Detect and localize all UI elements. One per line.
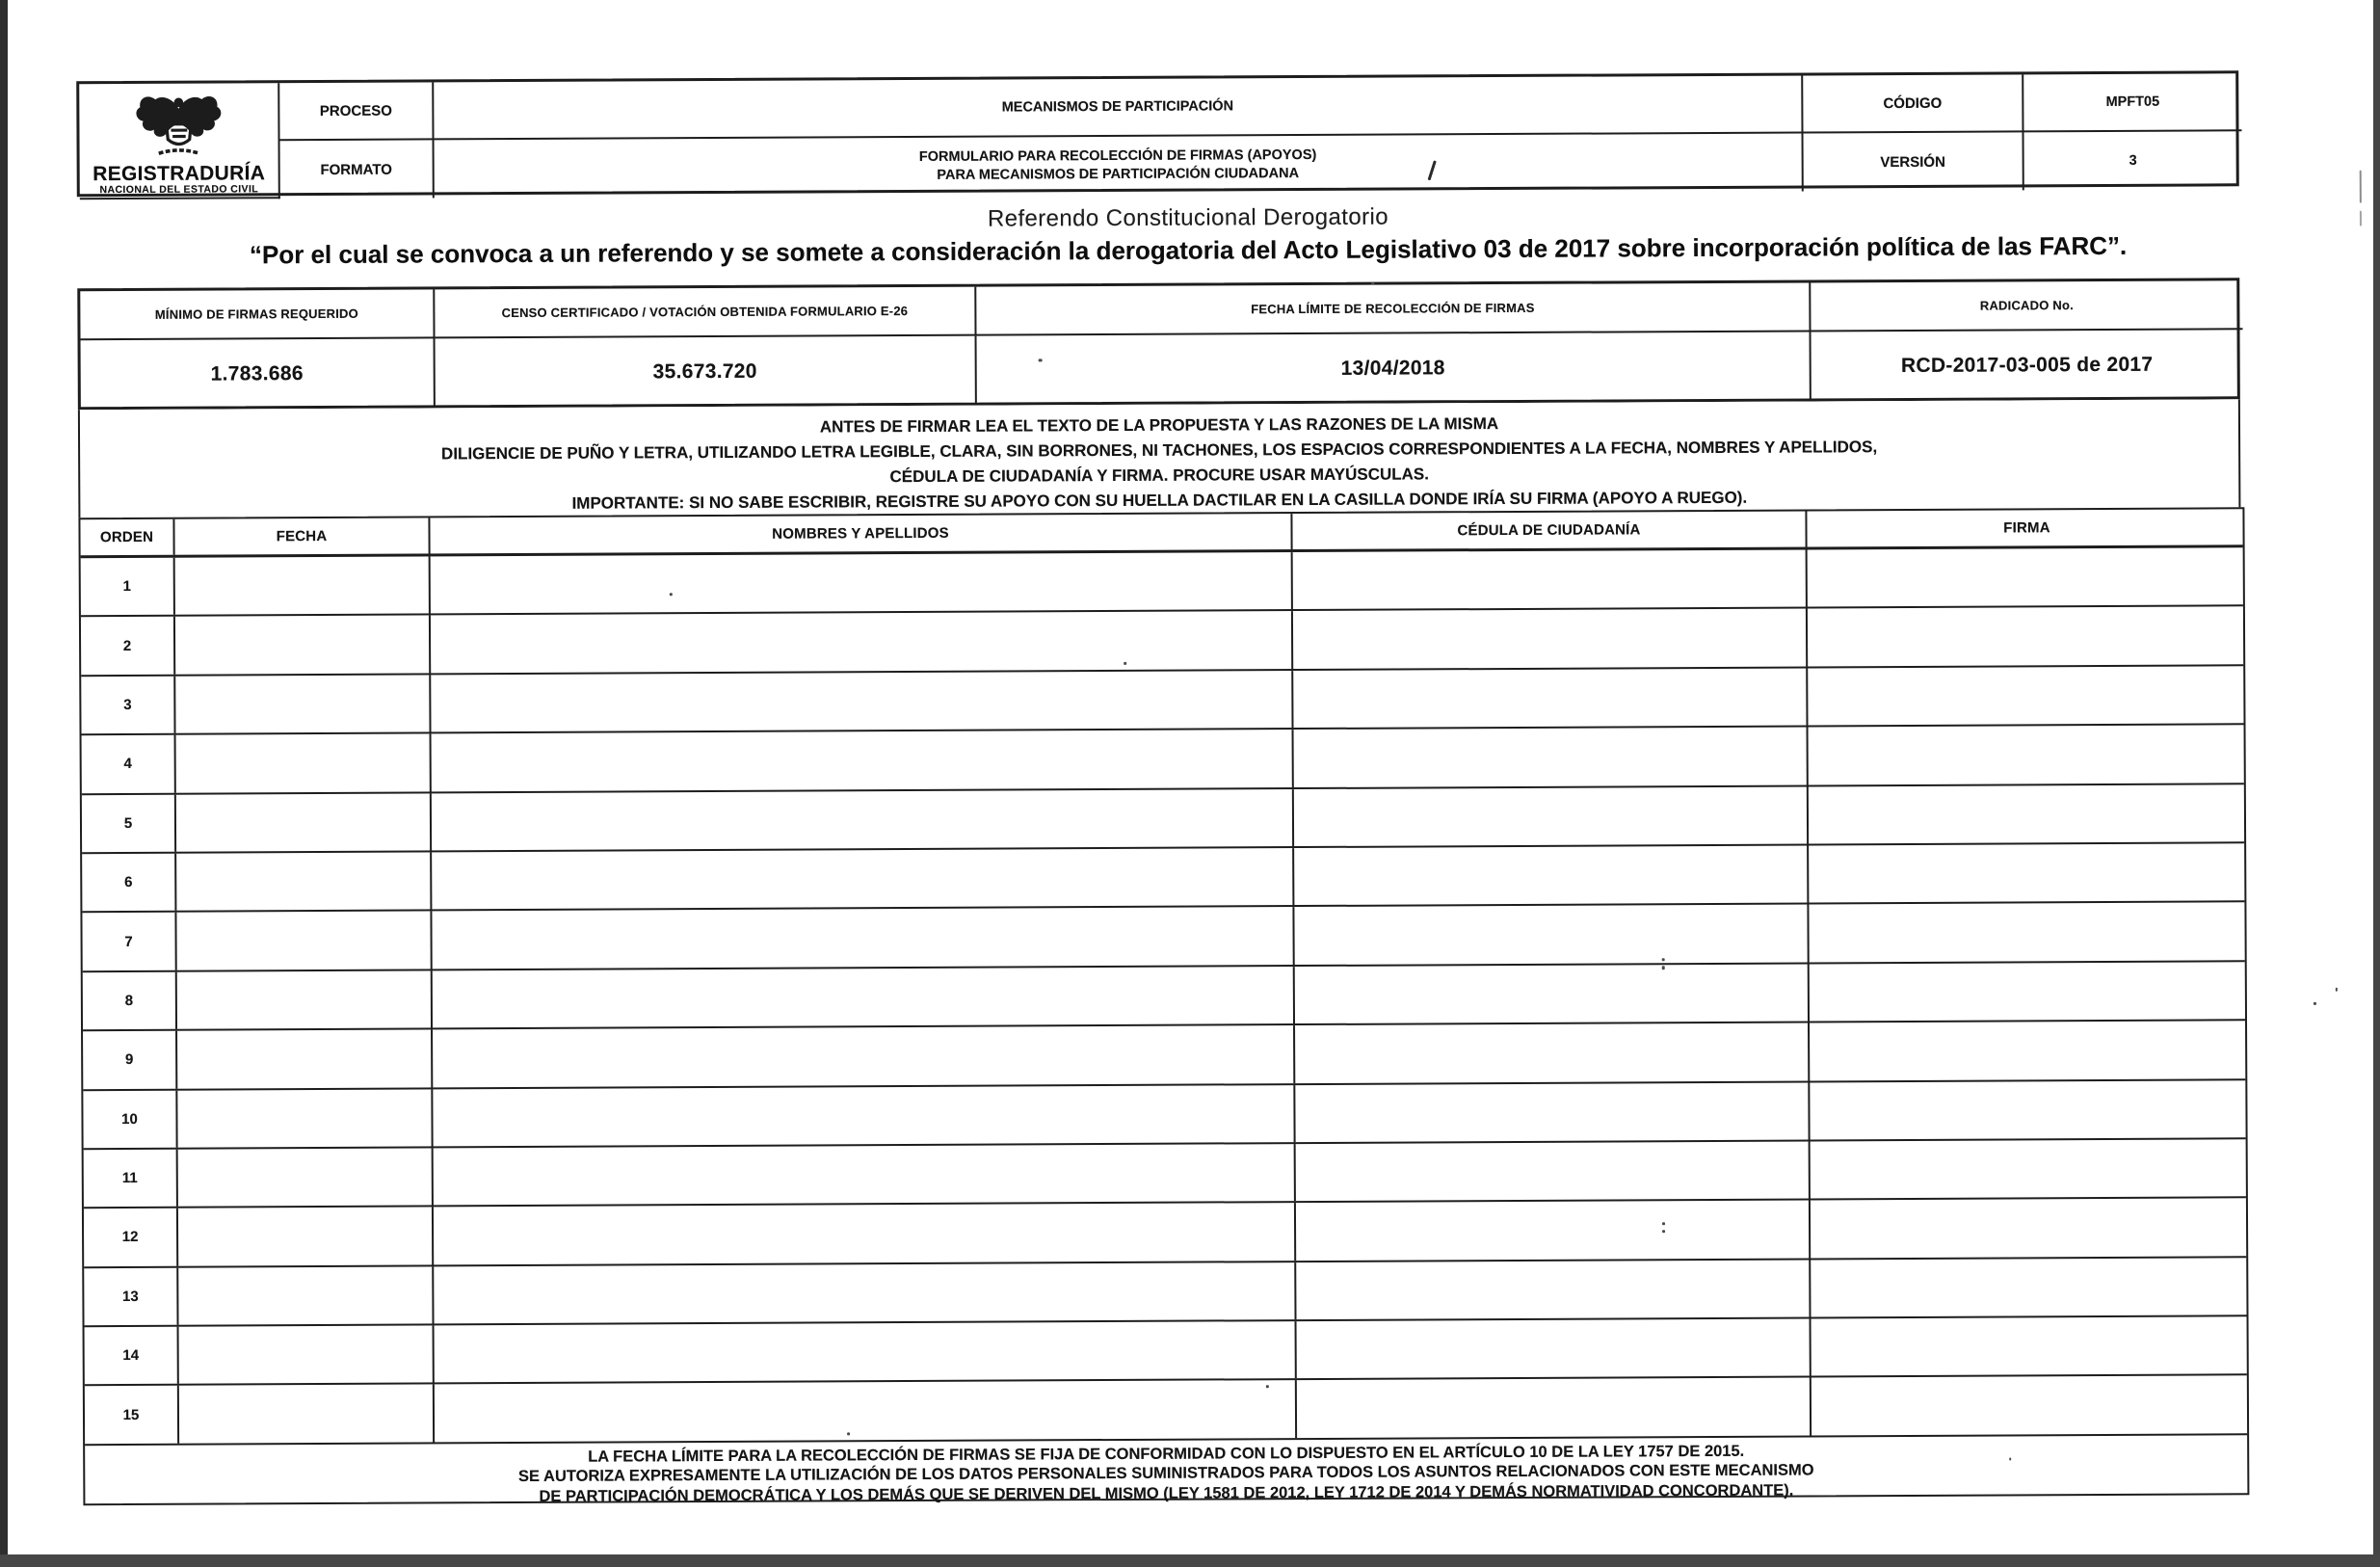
order-cell: 13 (84, 1267, 178, 1325)
signature-row (83, 1080, 2245, 1150)
nombres-cell (432, 789, 1294, 851)
instructions-line-3: CÉDULA DE CIUDADANÍA Y FIRMA. PROCURE USAR MAYÚSCULAS. (889, 465, 1430, 487)
signature-row (82, 903, 2244, 972)
code-label-cell: CÓDIGO (1803, 74, 2023, 133)
order-cell: 14 (85, 1327, 179, 1385)
scan-artifact (2360, 171, 2362, 203)
footer-line-1: LA FECHA LÍMITE PARA LA RECOLECCIÓN DE FIRMAS SE FIJA DE CONFORMIDAD CON LO DISPUESTO EN EL ARTÍCULO 10 DE LA LEY 1757 DE 2015. (588, 1442, 1745, 1466)
org-subtitle: NACIONAL DEL ESTADO CIVIL (99, 182, 259, 196)
signature-row (84, 1199, 2246, 1268)
firma-cell (1811, 1139, 2250, 1199)
firma-cell (1808, 666, 2247, 726)
signature-row (84, 1258, 2246, 1327)
radicado-label: RADICADO No. (1811, 280, 2242, 332)
signature-row (81, 547, 2243, 617)
cedula-cell (1294, 786, 1809, 846)
nombres-cell (431, 552, 1293, 614)
scan-artifact (2336, 988, 2338, 992)
fecha-cell (177, 1089, 433, 1148)
signature-row (83, 1021, 2245, 1090)
instructions-block (78, 399, 2241, 518)
scan-artifact (670, 593, 673, 596)
firma-header-cell: FIRMA (2003, 519, 2050, 537)
fecha-cell (178, 1148, 434, 1207)
censo-value: 35.673.720 (436, 336, 977, 408)
radicado-value: RCD-2017-03-005 de 2017 (1900, 353, 2154, 377)
nombres-cell (431, 671, 1293, 732)
title-line-1: Referendo Constitucional Derogatorio (987, 203, 1388, 232)
nombres-cell (431, 611, 1293, 673)
order-cell: 7 (82, 913, 176, 970)
form-header-table (76, 70, 2239, 197)
nombres-cell (435, 1321, 1297, 1383)
order-cell: 11 (84, 1150, 178, 1208)
scan-artifact (847, 1432, 850, 1435)
cedula-cell (1296, 1201, 1811, 1261)
cedula-cell (1295, 1082, 1810, 1142)
fecha-cell (176, 912, 432, 970)
scan-artifact (1371, 282, 1374, 285)
format-value-line1: FORMULARIO PARA RECOLECCIÓN DE FIRMAS (APOYOS) (918, 146, 1317, 165)
order-cell: 9 (83, 1031, 177, 1089)
fecha-cell (178, 1208, 434, 1266)
scan-artifact (2314, 1002, 2316, 1005)
cedula-cell (1294, 845, 1809, 905)
nombres-cell (432, 730, 1294, 791)
org-name: REGISTRADURÍA (93, 161, 266, 185)
summary-table (77, 278, 2240, 410)
order-cell: 4 (82, 735, 176, 793)
censo-label: CENSO CERTIFICADO / VOTACIÓN OBTENIDA FORMULARIO E-26 (435, 287, 976, 339)
signature-row (82, 784, 2244, 854)
fecha-limite-label: FECHA LÍMITE DE RECOLECCIÓN DE FIRMAS (976, 282, 1811, 335)
cedula-header-cell: CÉDULA DE CIUDADANÍA (1292, 511, 1807, 549)
signature-row (81, 666, 2243, 735)
firma-cell (1809, 725, 2248, 784)
instructions-line-2: DILIGENCIE DE PUÑO Y LETRA, UTILIZANDO LETRA LEGIBLE, CLARA, SIN BORRONES, NI TACHONES, LOS ESPACIOS CORRESPONDIENTES A LA FECHA, NOMBRES Y APELLIDOS, (440, 438, 1878, 464)
fecha-cell (176, 734, 432, 793)
signature-row (84, 1139, 2246, 1208)
scan-edge-right (2373, 0, 2380, 1567)
signature-table (78, 507, 2249, 1505)
signature-row (85, 1316, 2247, 1386)
order-cell: 3 (81, 677, 175, 734)
cedula-cell (1295, 1023, 1810, 1083)
cedula-cell (1294, 728, 1809, 787)
firma-cell (1808, 607, 2247, 667)
orden-header-cell: ORDEN (80, 519, 174, 555)
firma-cell (1809, 903, 2248, 963)
cedula-cell (1293, 609, 1808, 669)
nombres-cell (433, 1085, 1295, 1147)
firma-cell (1810, 1080, 2249, 1140)
nombres-cell (433, 967, 1295, 1028)
fecha-cell (176, 852, 432, 911)
min-firmas-label: MÍNIMO DE FIRMAS REQUERIDO (80, 289, 435, 340)
nombres-cell (434, 1203, 1296, 1264)
min-firmas-value: 1.783.686 (81, 338, 436, 409)
scan-artifact (2360, 211, 2362, 226)
firma-cell (1810, 962, 2249, 1022)
fecha-cell (178, 1266, 434, 1325)
cedula-cell (1297, 1378, 1811, 1438)
fecha-cell (177, 970, 433, 1029)
firma-cell (1811, 1376, 2251, 1436)
order-cell: 10 (83, 1090, 177, 1148)
instructions-line-1: ANTES DE FIRMAR LEA EL TEXTO DE LA PROPUESTA Y LAS RAZONES DE LA MISMA (819, 414, 1499, 437)
fecha-header-cell: FECHA (174, 518, 430, 554)
fecha-cell (175, 616, 431, 675)
cedula-cell (1296, 1141, 1811, 1201)
format-value-line2: PARA MECANISMOS DE PARTICIPACIÓN CIUDADANA (937, 166, 1300, 183)
nombres-cell (432, 848, 1294, 910)
format-value-cell (435, 133, 1804, 198)
nombres-header-cell: NOMBRES Y APELLIDOS (430, 514, 1292, 553)
firma-cell (1811, 1258, 2250, 1317)
nombres-cell (434, 1144, 1296, 1206)
coat-of-arms-icon (132, 88, 225, 164)
firma-cell (1811, 1199, 2250, 1259)
signature-row (82, 725, 2244, 794)
scan-artifact (1266, 1385, 1269, 1388)
firma-cell (1809, 784, 2248, 844)
footer-line-3: DE PARTICIPACIÓN DEMOCRÁTICA Y LOS DEMÁS QUE SE DERIVEN DEL MISMO (LEY 1581 DE 2012, LEY 1712 DE 2014 Y DEMÁS NORMATIVIDAD CONCORDANTE). (539, 1481, 1794, 1505)
nombres-cell (434, 1262, 1296, 1324)
footer-line-2: SE AUTORIZA EXPRESAMENTE LA UTILIZACIÓN DE LOS DATOS PERSONALES SUMINISTRADOS PARA TODOS LOS ASUNTOS RELACIONADOS CON ESTE MECANISMO (517, 1461, 1814, 1486)
signature-row (85, 1376, 2247, 1446)
registraduria-logo (79, 83, 280, 199)
signature-row (81, 607, 2243, 677)
scan-artifact (1662, 966, 1665, 969)
scan-artifact (1662, 958, 1665, 961)
fecha-cell (175, 556, 431, 615)
fecha-limite-value: 13/04/2018 (977, 332, 1811, 404)
cedula-cell (1294, 905, 1809, 965)
order-cell: 1 (81, 558, 175, 616)
document-title (0, 199, 2378, 272)
fecha-cell (177, 1030, 433, 1089)
order-cell: 6 (82, 854, 176, 912)
scan-artifact (1662, 1222, 1665, 1225)
fecha-cell (179, 1326, 435, 1385)
order-cell: 2 (81, 617, 175, 675)
legal-footer (85, 1435, 2247, 1503)
signature-row (82, 843, 2244, 913)
order-cell: 8 (83, 971, 177, 1029)
scan-artifact (1124, 662, 1126, 665)
scan-edge-left (0, 0, 8, 1567)
firma-cell (1811, 1316, 2251, 1376)
signature-rows-body (81, 547, 2247, 1446)
scan-edge-bottom (0, 1554, 2380, 1567)
code-value-cell: MPFT05 (2023, 73, 2241, 132)
fecha-cell (176, 793, 432, 852)
title-line-2: “Por el cual se convoca a un referendo y se somete a consideración la derogatoria del Acto Legislativo 03 de 2017 sobre incorporación política de las FARC”. (249, 230, 2128, 270)
scan-artifact (1662, 1230, 1665, 1233)
scan-artifact (1039, 359, 1043, 361)
process-label-cell: PROCESO (279, 82, 434, 141)
version-label-cell: VERSIÓN (1804, 132, 2024, 191)
cedula-cell (1295, 964, 1810, 1023)
process-value-cell: MECANISMOS DE PARTICIPACIÓN (434, 75, 1803, 140)
firma-cell (1809, 843, 2248, 903)
signature-row (83, 962, 2245, 1031)
format-label-cell: FORMATO (280, 140, 435, 199)
cedula-cell (1296, 1260, 1811, 1319)
firma-cell (1810, 1021, 2249, 1080)
cedula-cell (1293, 549, 1808, 609)
scan-artifact (2009, 1457, 2011, 1460)
version-value-cell: 3 (2129, 152, 2137, 169)
fecha-cell (175, 675, 431, 733)
nombres-cell (435, 1381, 1297, 1443)
nombres-cell (432, 907, 1294, 969)
cedula-cell (1293, 668, 1808, 728)
nombres-cell (433, 1025, 1295, 1087)
instructions-line-4: IMPORTANTE: SI NO SABE ESCRIBIR, REGISTRE SU APOYO CON SU HUELLA DACTILAR EN LA CASILLA DONDE IRÍA SU FIRMA (APOYO A RUEGO). (571, 488, 1748, 513)
fecha-cell (179, 1385, 435, 1444)
cedula-cell (1297, 1319, 1811, 1379)
firma-cell (1808, 547, 2247, 607)
order-cell: 12 (84, 1208, 178, 1266)
order-cell: 5 (82, 794, 176, 852)
order-cell: 15 (85, 1386, 179, 1444)
